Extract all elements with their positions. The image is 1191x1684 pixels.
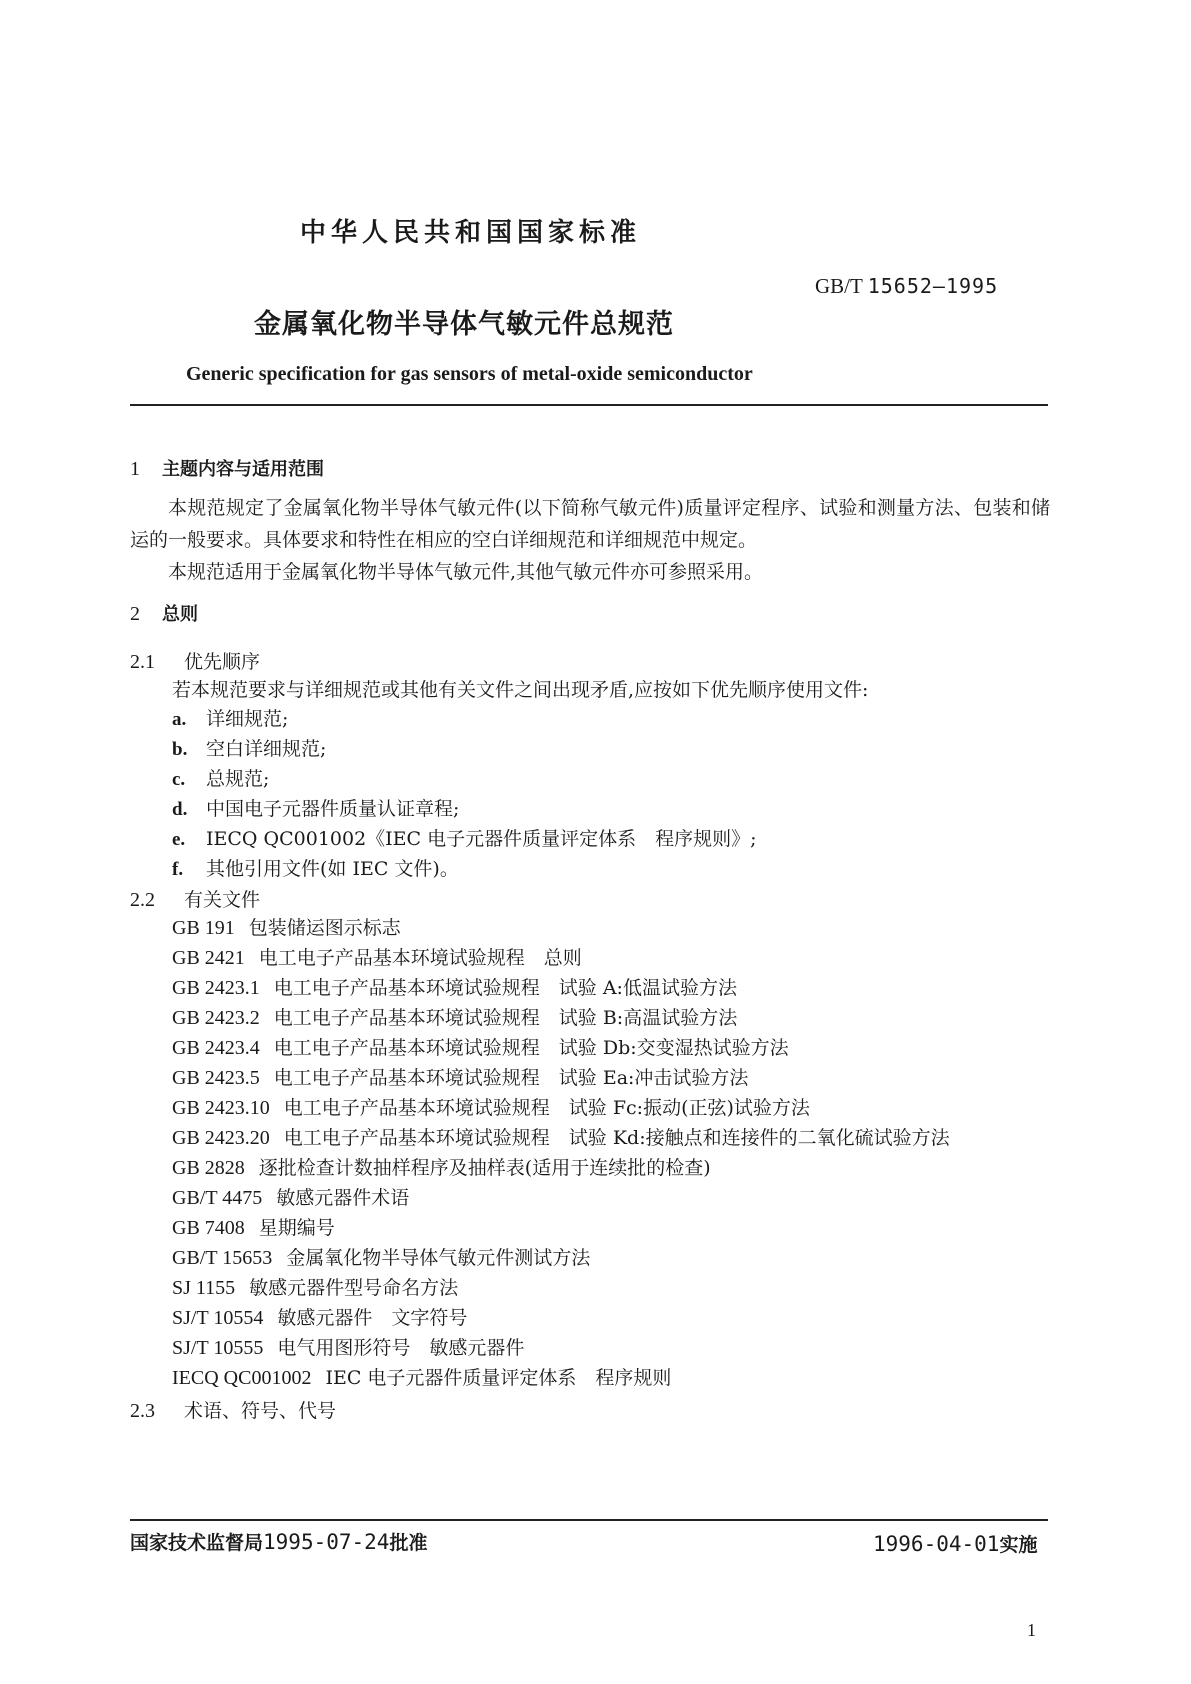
reference-item (172, 1212, 335, 1244)
reference-item (172, 1182, 409, 1214)
reference-item (172, 1302, 467, 1334)
priority-item (172, 763, 269, 796)
item-text: 空白详细规范; (206, 738, 327, 760)
approving-organization: 国家技术监督局 (130, 1532, 264, 1554)
item-letter: a. (172, 709, 187, 730)
effective-date: 1996-04-01 (873, 1532, 1000, 1556)
reference-item (172, 1002, 737, 1034)
section-title: 主题内容与适用范围 (162, 459, 324, 480)
reference-code: GB 191 (172, 917, 235, 939)
reference-code: GB 2423.20 (172, 1127, 270, 1149)
reference-item (172, 1092, 810, 1124)
priority-item (172, 793, 459, 826)
approval-date: 1995-07-24 (263, 1530, 390, 1554)
subsection-number: 2.1 (130, 651, 155, 673)
subsection-title: 术语、符号、代号 (184, 1400, 337, 1422)
reference-item (172, 972, 737, 1004)
item-text: 详细规范; (206, 708, 289, 730)
subsection-number: 2.3 (130, 1400, 155, 1422)
header-divider (130, 404, 1048, 406)
reference-code: GB 2423.10 (172, 1097, 270, 1119)
subsection-number: 2.2 (130, 889, 155, 911)
footer-divider (130, 1519, 1048, 1521)
reference-code: GB 2423.2 (172, 1007, 260, 1029)
reference-item (172, 1272, 458, 1304)
priority-item (172, 853, 459, 886)
item-letter: f. (172, 859, 184, 880)
reference-title: 电工电子产品基本环境试验规程 试验 B:高温试验方法 (273, 1007, 738, 1029)
section-1-heading (130, 455, 324, 481)
item-letter: c. (172, 769, 186, 790)
reference-code: GB 2421 (172, 947, 245, 969)
national-standard-heading: 中华人民共和国国家标准 (300, 218, 642, 248)
document-title-en: Generic specification for gas sensors of metal-oxide semiconductor (186, 363, 753, 385)
section-1-paragraph-1: 本规范规定了金属氧化物半导体气敏元件(以下简称气敏元件)质量评定程序、试验和测量方法、包装和储运的一般要求。具体要求和特性在相应的空白详细规范和详细规范中规定。 (130, 497, 1050, 551)
item-letter: d. (172, 799, 188, 820)
item-text: 中国电子元器件质量认证章程; (206, 798, 460, 820)
section-1-paragraph-2: 本规范适用于金属氧化物半导体气敏元件,其他气敏元件亦可参照采用。 (168, 561, 764, 583)
item-letter: e. (172, 829, 186, 850)
reference-code: SJ/T 10554 (172, 1307, 264, 1329)
standard-code-number: 15652—1995 (867, 274, 999, 298)
section-2-heading (130, 600, 198, 626)
section-number: 1 (130, 458, 140, 480)
reference-code: GB 2423.4 (172, 1037, 260, 1059)
item-text: IECQ QC001002《IEC 电子元器件质量评定体系 程序规则》; (206, 828, 757, 850)
priority-item (172, 823, 757, 856)
reference-code: GB 2828 (172, 1157, 245, 1179)
page-number: 1 (1027, 1620, 1036, 1640)
reference-title: 敏感元器件型号命名方法 (249, 1277, 459, 1299)
reference-item (172, 1032, 789, 1064)
reference-item (172, 1062, 748, 1094)
reference-title: 电工电子产品基本环境试验规程 试验 Fc:振动(正弦)试验方法 (283, 1097, 810, 1119)
reference-code: GB/T 4475 (172, 1187, 263, 1209)
reference-code: GB 7408 (172, 1217, 245, 1239)
reference-code: GB 2423.5 (172, 1067, 260, 1089)
reference-item (172, 1362, 671, 1394)
item-text: 总规范; (206, 768, 270, 790)
priority-intro: 若本规范要求与详细规范或其他有关文件之间出现矛盾,应按如下优先顺序使用文件: (172, 679, 869, 701)
item-letter: b. (172, 739, 188, 760)
subsection-title: 优先顺序 (184, 651, 261, 673)
standard-code (815, 274, 998, 299)
reference-title: IEC 电子元器件质量评定体系 程序规则 (325, 1367, 672, 1389)
section-2-2-heading (130, 885, 260, 912)
approval-label: 批准 (389, 1532, 428, 1554)
reference-title: 敏感元器件术语 (276, 1187, 410, 1209)
reference-title: 敏感元器件 文字符号 (277, 1307, 468, 1329)
reference-title: 包装储运图示标志 (248, 917, 401, 939)
reference-code: GB/T 15653 (172, 1247, 273, 1269)
reference-title: 金属氧化物半导体气敏元件测试方法 (286, 1247, 591, 1269)
reference-title: 电工电子产品基本环境试验规程 试验 Db:交变湿热试验方法 (273, 1037, 789, 1059)
reference-item (172, 1332, 524, 1364)
reference-item (172, 1122, 950, 1154)
reference-title: 电工电子产品基本环境试验规程 试验 Kd:接触点和连接件的二氧化硫试验方法 (283, 1127, 950, 1149)
section-2-3-heading (130, 1396, 336, 1423)
reference-item (172, 912, 401, 944)
reference-code: IECQ QC001002 (172, 1367, 312, 1389)
reference-item (172, 1152, 711, 1184)
priority-item (172, 733, 326, 766)
reference-item (172, 1242, 590, 1274)
reference-title: 星期编号 (258, 1217, 335, 1239)
section-number: 2 (130, 603, 140, 625)
approval-line (130, 1528, 427, 1555)
reference-title: 逐批检查计数抽样程序及抽样表(适用于连续批的检查) (258, 1157, 711, 1179)
standard-code-prefix: GB/T (815, 274, 863, 298)
priority-item (172, 703, 288, 736)
reference-title: 电工电子产品基本环境试验规程 试验 Ea:冲击试验方法 (273, 1067, 749, 1089)
reference-item (172, 942, 582, 974)
reference-code: GB 2423.1 (172, 977, 260, 999)
subsection-title: 有关文件 (184, 889, 261, 911)
effective-line (873, 1530, 1037, 1557)
reference-title: 电工电子产品基本环境试验规程 试验 A:低温试验方法 (273, 977, 737, 999)
section-2-1-heading (130, 647, 260, 674)
effective-label: 实施 (999, 1534, 1038, 1556)
document-title-zh: 金属氧化物半导体气敏元件总规范 (254, 309, 674, 340)
reference-title: 电工电子产品基本环境试验规程 总则 (258, 947, 582, 969)
reference-title: 电气用图形符号 敏感元器件 (277, 1337, 525, 1359)
reference-code: SJ 1155 (172, 1277, 236, 1299)
item-text: 其他引用文件(如 IEC 文件)。 (206, 858, 459, 880)
reference-code: SJ/T 10555 (172, 1337, 264, 1359)
section-title: 总则 (162, 604, 198, 625)
